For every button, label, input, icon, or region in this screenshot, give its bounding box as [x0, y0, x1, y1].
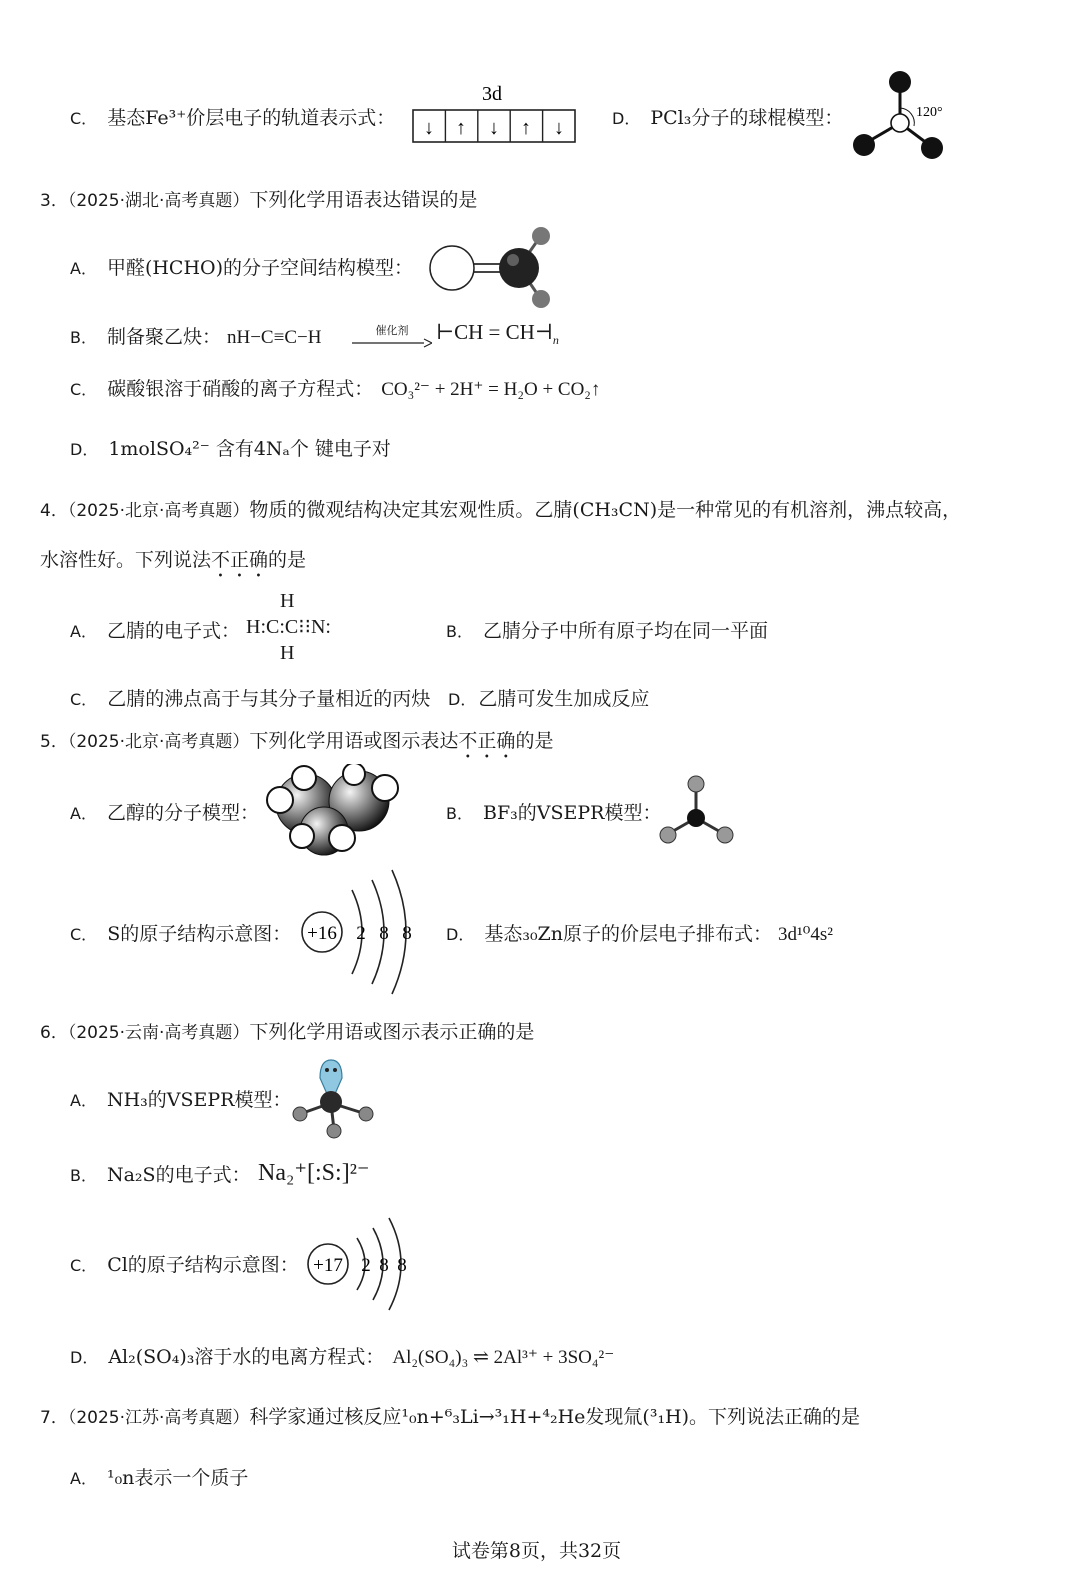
bracket-right: ⊣: [534, 320, 553, 344]
question-text: 的是: [515, 730, 554, 752]
q5-stem: [40, 729, 553, 763]
q3-option-d: [70, 437, 391, 462]
option-text: 碳酸银溶于硝酸的离子方程式：: [107, 378, 374, 400]
q2-option-d: [612, 106, 843, 131]
option-label: D．: [448, 690, 477, 709]
option-text: 基态Fe³⁺价层电子的轨道表示式：: [107, 107, 396, 129]
question-number: 3．: [40, 191, 68, 211]
catalyst-arrow: [352, 322, 432, 348]
question-source: （2025·北京·高考真题）: [67, 501, 250, 521]
q6-option-d: [70, 1345, 614, 1370]
question-number: 6．: [40, 1023, 68, 1043]
option-text: Al₂(SO₄)₃溶于水的电离方程式：: [108, 1346, 385, 1368]
option-text: 基态₃₀Zn原子的价层电子排布式：: [484, 923, 773, 945]
option-text: 1molSO₄²⁻ 含有4Nₐ个 键电子对: [108, 438, 391, 460]
q7-stem: [40, 1405, 860, 1430]
question-text: 科学家通过核反应¹₀n+⁶₃Li→³₁H+⁴₂He发现氚(³₁H)。下列说法正确的是: [249, 1406, 861, 1428]
option-text: 乙腈的沸点高于与其分子量相近的丙炔: [107, 688, 431, 710]
electron-config: 3d¹⁰4s²: [778, 924, 833, 945]
nh3-vsepr-model: [288, 1056, 380, 1140]
spin-down-arrow: ↓: [489, 117, 499, 139]
q6-option-c: [70, 1253, 299, 1278]
option-text: PCl₃分子的球棍模型：: [650, 107, 844, 129]
option-text: Na₂S的电子式：: [106, 1164, 251, 1186]
option-label: A．: [70, 622, 97, 641]
q4-option-a: [70, 619, 240, 644]
q4-option-b: [446, 619, 768, 644]
option-text: 乙醇的分子模型：: [106, 802, 259, 824]
q3-option-b: [70, 325, 321, 350]
pcl3-ball-stick-model: [848, 68, 958, 164]
q3-option-a: [70, 256, 413, 281]
option-text: S的原子结构示意图：: [107, 923, 292, 945]
option-text: BF₃的VSEPR模型：: [482, 802, 662, 824]
option-text: Cl的原子结构示意图：: [107, 1254, 299, 1276]
shell-2-electrons: 8: [379, 923, 389, 944]
spin-up-arrow: ↑: [456, 117, 466, 139]
question-text: 下列化学用语或图示表达: [249, 730, 459, 752]
option-label: C．: [70, 690, 98, 709]
q4-stem-line1: [40, 498, 961, 523]
question-text: 下列化学用语表达错误的是: [249, 189, 478, 211]
option-text: 乙腈的电子式：: [106, 620, 240, 642]
shell-3-electrons: 8: [397, 1255, 407, 1276]
option-label: D．: [612, 109, 641, 128]
option-text: NH₃的VSEPR模型：: [106, 1089, 292, 1111]
page-footer: 试卷第8页，共32页: [451, 1540, 622, 1562]
q2-option-c: [70, 106, 395, 131]
option-label: C．: [70, 109, 98, 128]
q6-stem: [40, 1020, 534, 1045]
acetonitrile-electron-formula: [246, 588, 386, 666]
question-text: 水溶性好。下列说法: [40, 549, 212, 571]
question-source: （2025·湖北·高考真题）: [67, 191, 250, 211]
fe3-orbital-diagram: [410, 80, 580, 146]
ethanol-space-filling-model: [262, 764, 404, 856]
option-label: B．: [446, 622, 473, 641]
shell-1-electrons: 2: [356, 923, 366, 944]
bf3-vsepr-model: [656, 772, 738, 848]
na2s-electron-formula: Na₂⁺[:S:]²⁻: [258, 1160, 370, 1186]
shell-2-electrons: 8: [379, 1255, 389, 1276]
option-label: C．: [70, 1256, 98, 1275]
question-source: （2025·江苏·高考真题）: [67, 1408, 250, 1428]
option-text: 制备聚乙炔：: [106, 326, 221, 348]
product: CH = CH: [454, 320, 535, 344]
question-source: （2025·北京·高考真题）: [67, 732, 250, 752]
ion-equation: CO₃²⁻ + 2H⁺ = H₂O + CO₂↑: [381, 379, 601, 400]
q5-option-c: [70, 922, 291, 947]
catalyst-label: 催化剂: [375, 324, 409, 337]
sulfur-atom-structure: [300, 868, 420, 996]
option-label: D．: [446, 925, 475, 944]
formula-main: H:C:C⁝⁝N:: [246, 616, 331, 638]
option-text: 乙腈分子中所有原子均在同一平面: [482, 620, 768, 642]
chlorine-atom-structure: [305, 1214, 417, 1314]
option-label: B．: [446, 804, 473, 823]
formula-top-h: H: [280, 590, 295, 612]
option-label: A．: [70, 259, 97, 278]
spin-down-arrow: ↓: [554, 117, 564, 139]
q5-option-b: [446, 801, 661, 826]
bond-angle-label: 120°: [916, 105, 943, 120]
option-label: A．: [70, 1469, 97, 1488]
q6-option-a: [70, 1088, 291, 1113]
q7-option-a: [70, 1466, 248, 1491]
question-source: （2025·云南·高考真题）: [67, 1023, 250, 1043]
shell-3-electrons: 8: [402, 923, 412, 944]
option-label: C．: [70, 925, 98, 944]
q3-stem: [40, 188, 477, 213]
bracket-left: ⊢: [436, 320, 455, 344]
question-number: 5．: [40, 732, 68, 752]
option-text: ¹₀n表示一个质子: [106, 1467, 249, 1489]
question-text: 的是: [268, 549, 307, 571]
option-text: 甲醛(HCHO)的分子空间结构模型：: [106, 257, 414, 279]
option-label: A．: [70, 1091, 97, 1110]
shell-1-electrons: 2: [361, 1255, 371, 1276]
option-label: A．: [70, 804, 97, 823]
reactant: nH−C≡C−H: [227, 327, 322, 348]
option-label: D．: [70, 440, 99, 459]
q4-stem-line2: [40, 548, 306, 582]
option-label: B．: [70, 1166, 97, 1185]
question-text: 下列化学用语或图示表示正确的是: [249, 1021, 535, 1043]
nucleus-charge: +17: [313, 1255, 343, 1276]
q4-option-c: [70, 687, 430, 712]
formaldehyde-model: [424, 222, 564, 312]
emphasis-text: 不正确: [211, 549, 269, 571]
question-text: 物质的微观结构决定其宏观性质。乙腈(CH₃CN)是一种常见的有机溶剂，沸点较高，: [249, 499, 962, 521]
emphasis-text: 不正确: [458, 730, 516, 752]
option-label: D．: [70, 1348, 99, 1367]
formula-bottom-h: H: [280, 642, 295, 664]
nucleus-charge: +16: [307, 923, 337, 944]
option-text: 乙腈可发生加成反应: [478, 688, 650, 710]
question-number: 7．: [40, 1408, 68, 1428]
option-label: B．: [70, 328, 97, 347]
q6-option-b: [70, 1163, 251, 1188]
subscript-n: n: [552, 333, 559, 348]
polyacetylene: [436, 320, 559, 352]
q5-option-d: [446, 922, 833, 947]
spin-up-arrow: ↑: [521, 117, 531, 139]
spin-down-arrow: ↓: [424, 117, 434, 139]
orbital-label: 3d: [482, 83, 502, 105]
option-label: C．: [70, 380, 98, 399]
q4-option-d: [448, 687, 649, 712]
q3-option-c: [70, 377, 600, 402]
ionization-equation: Al₂(SO₄)₃ ⇌ 2Al³⁺ + 3SO₄²⁻: [392, 1347, 615, 1368]
q5-option-a: [70, 801, 259, 826]
question-number: 4．: [40, 501, 68, 521]
